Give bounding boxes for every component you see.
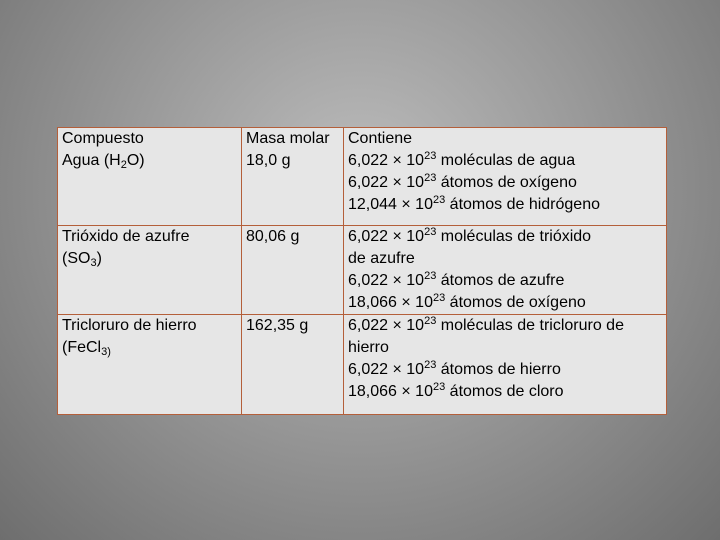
- contents-cell: [344, 150, 667, 226]
- header-molar-mass: Masa molar: [242, 128, 344, 151]
- table-row: [58, 150, 667, 226]
- content-line: $6,022 \times 10^{23}$ átomos de hierro: [348, 359, 561, 378]
- molar-mass: 162,35 g: [242, 315, 344, 415]
- content-line: $12,044 \times 10^{23}$ átomos de hidrógeno: [348, 194, 600, 213]
- content-line: $6,022 \times 10^{23}$ moléculas de agua: [348, 150, 576, 169]
- content-line: $6,022 \times 10^{23}$ átomos de azufre: [348, 270, 565, 289]
- header-compound: Compuesto: [58, 128, 242, 151]
- compound-name: Tricloruro de hierro (FeCl$_{3)}$: [58, 315, 242, 415]
- molar-mass: 80,06 g: [242, 226, 344, 315]
- content-line: $18,066 \times 10^{23}$ átomos de oxígeno: [348, 292, 586, 311]
- content-line: $18,066 \times 10^{23}$ átomos de cloro: [348, 381, 564, 400]
- compound-name: Trióxido de azufre $(SO_3)$: [58, 226, 242, 315]
- content-line: hierro: [348, 339, 389, 356]
- contents-cell: [344, 315, 667, 415]
- content-line: $6,022 \times 10^{23}$ moléculas de trióxido: [348, 226, 592, 245]
- contents-cell: [344, 226, 667, 315]
- table-row: [58, 315, 667, 415]
- compound-table: [57, 127, 667, 415]
- compound-name: Agua $(H_2O)$: [58, 150, 242, 226]
- content-line: $6,022 \times 10^{23}$ átomos de oxígeno: [348, 172, 577, 191]
- content-line: de azufre: [348, 250, 415, 267]
- molar-mass: 18,0 g: [242, 150, 344, 226]
- header-contains: Contiene: [344, 128, 667, 151]
- header-row: [58, 128, 667, 151]
- content-line: $6,022 \times 10^{23}$ moléculas de tricloruro de: [348, 315, 624, 334]
- table-row: [58, 226, 667, 315]
